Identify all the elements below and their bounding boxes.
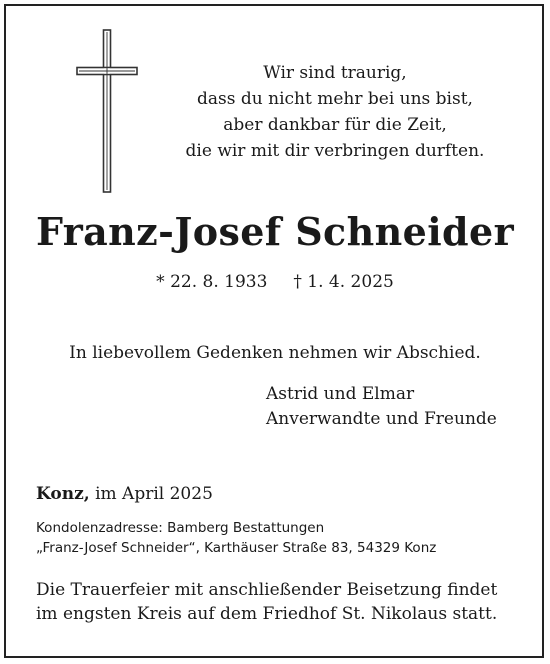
verse-line: aber dankbar für die Zeit,	[223, 115, 447, 135]
verse-line: dass du nicht mehr bei uns bist,	[197, 89, 473, 109]
life-dates	[0, 272, 550, 292]
ceremony-line: im engsten Kreis auf dem Friedhof St. Nikolaus statt.	[36, 604, 498, 624]
place-name: Konz,	[36, 484, 90, 504]
mourner-line: Anverwandte und Freunde	[266, 409, 497, 429]
memorial-verse	[170, 60, 500, 164]
farewell-line: In liebevollem Gedenken nehmen wir Abschied.	[69, 343, 481, 363]
verse-line: Wir sind traurig,	[263, 63, 407, 83]
ceremony-line: Die Trauerfeier mit anschließender Beisetzung findet	[36, 580, 498, 600]
death-date: † 1. 4. 2025	[293, 272, 394, 292]
condolence-line: „Franz-Josef Schneider“, Karthäuser Straße 83, 54329 Konz	[36, 540, 437, 556]
condolence-address	[36, 518, 436, 558]
notice-date: im April 2025	[95, 484, 213, 504]
place-date-line	[36, 484, 213, 504]
mourner-line: Astrid und Elmar	[266, 384, 415, 404]
birth-date: * 22. 8. 1933	[156, 272, 268, 292]
ceremony-info	[36, 578, 497, 626]
cross-icon	[76, 29, 138, 193]
deceased-name: Franz-Josef Schneider	[35, 209, 515, 254]
verse-line: die wir mit dir verbringen durften.	[185, 141, 485, 161]
mourners-list	[266, 382, 497, 432]
condolence-line: Kondolenzadresse: Bamberg Bestattungen	[36, 520, 325, 536]
